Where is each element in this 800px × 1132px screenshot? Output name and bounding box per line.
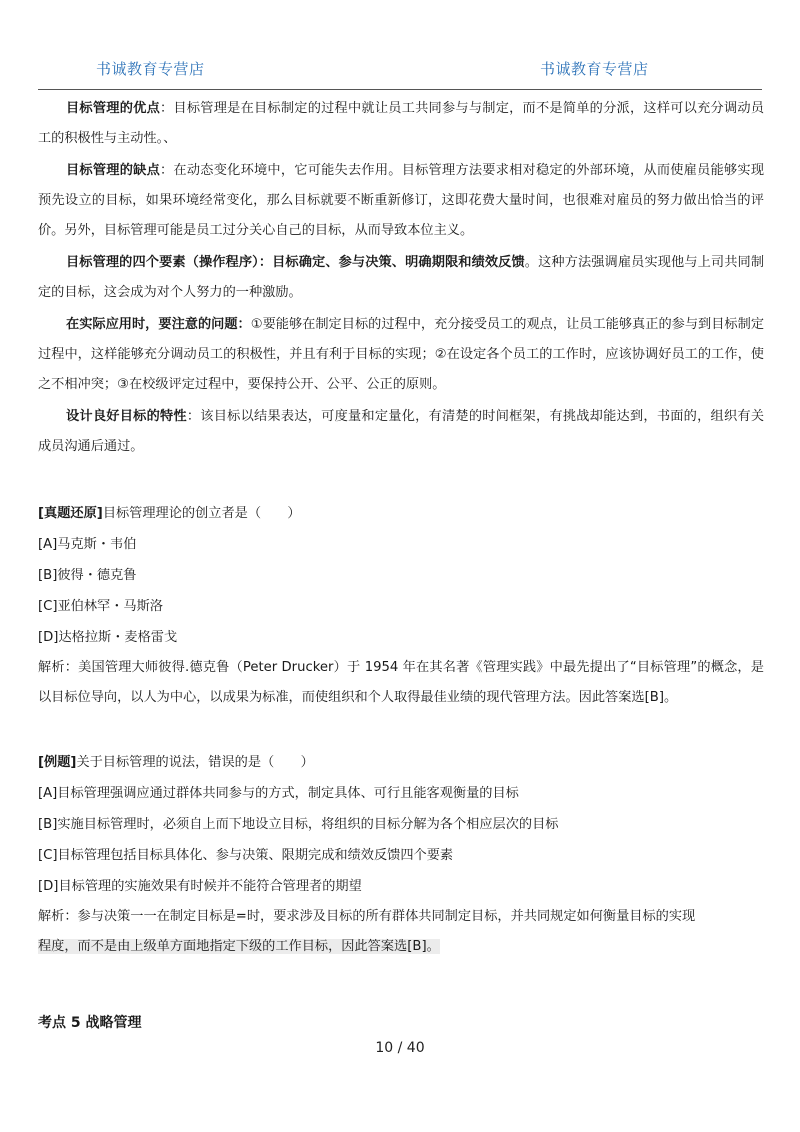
option-b: [B]彼得・德克鲁 (38, 568, 137, 583)
paragraph-label: 目标管理的优点 (66, 101, 160, 116)
answer-explanation-line-2 (38, 932, 764, 962)
paragraph-text: ：该目标以结果表达，可度量和定量化，有清楚的时间框架，有挑战却能达到，书面的，组织有关成员沟通后通过。 (38, 409, 765, 454)
question-stem (38, 747, 764, 778)
option-d: [D]达格拉斯・麦格雷戈 (38, 630, 178, 645)
answer-explanation: 解析：美国管理大师彼得.德克鲁（Peter Drucker）于 1954 年在其名著《管理实践》中最先提出了“目标管理”的概念，是以目标位导向，以人为中心，以成果为标准，而使组织和个人取得最佳业绩的现代管理方法。因此答案选[B]。 (38, 660, 764, 705)
header-divider (38, 89, 762, 90)
question-block-2 (38, 747, 764, 962)
shop-name-left: 书诚教育专营店 (96, 60, 205, 78)
paragraph-text: ：在动态变化环境中，它可能失去作用。目标管理方法要求相对稳定的外部环境，从而使雇员能够实现预先设立的目标，如果环境经常变化，那么目标就要不断重新修订，这即花费大量时间，也很难对雇员的努力做出恰当的评价。另外，目标管理可能是员工过分关心自己的目标，从而导致本位主义。 (38, 163, 765, 238)
paragraph-text: ：目标管理是在目标制定的过程中就让员工共同参与与制定，而不是简单的分派，这样可以充分调动员工的积极性与主动性。、 (38, 101, 765, 146)
paragraph-label: 设计良好目标的特性 (66, 409, 187, 424)
paragraph-disadvantages (38, 156, 764, 246)
question-text: 关于目标管理的说法，错误的是（ ） (76, 755, 314, 770)
paragraph-label: 在实际应用时，要注意的问题： (66, 317, 251, 332)
option-c: [C]亚伯林罕・马斯洛 (38, 599, 163, 614)
question-text: 目标管理理论的创立者是（ ） (102, 506, 301, 521)
answer-explanation-line-1: 解析：参与决策一一在制定目标是=时，要求涉及目标的所有群体共同制定目标，并共同规定如何衡量目标的实现 (38, 909, 696, 924)
shop-name-right: 书诚教育专营店 (540, 60, 649, 78)
highlighted-text: 程度，而不是由上级单方面地指定下级的工作目标，因此答案选[B]。 (38, 939, 440, 954)
page-number: 10 / 40 (375, 1040, 425, 1056)
paragraph-label: 目标管理的四个要素（操作程序）：目标确定、参与决策、明确期限和绩效反馈 (66, 255, 525, 270)
option-c: [C]目标管理包括目标具体化、参与决策、限期完成和绩效反馈四个要素 (38, 848, 454, 863)
spacer (38, 713, 764, 747)
option-d: [D]目标管理的实施效果有时候并不能符合管理者的期望 (38, 879, 362, 894)
paragraph-label: 目标管理的缺点 (66, 163, 160, 178)
page-header (0, 0, 800, 92)
paragraph-text: 。这种方法强调雇员实现他与上司共同制定的目标，这会成为对个人努力的一种激励。 (38, 255, 765, 300)
question-stem (38, 498, 764, 529)
paragraph-four-elements (38, 248, 764, 308)
paragraph-good-goal-traits (38, 402, 764, 462)
document-body (38, 94, 764, 962)
paragraph-advantages (38, 94, 764, 154)
option-a: [A]目标管理强调应通过群体共同参与的方式，制定具体、可行且能客观衡量的目标 (38, 786, 519, 801)
question-tag: [真题还原] (38, 506, 103, 521)
question-block-1 (38, 498, 764, 713)
paragraph-application-notes (38, 310, 764, 400)
question-tag: [例题] (38, 755, 77, 770)
paragraph-text: ①要能够在制定目标的过程中，充分接受员工的观点，让员工能够真正的参与到目标制定过程中，这样能够充分调动员工的积极性，并且有利于目标的实现；②在设定各个员工的工作时，应该协调好员工的工作，使之不相冲突；③在校级评定过程中，要保持公开、公平、公正的原则。 (38, 317, 765, 392)
spacer (38, 464, 764, 498)
option-a: [A]马克斯・韦伯 (38, 537, 137, 552)
option-b: [B]实施目标管理时，必须自上而下地设立目标，将组织的目标分解为各个相应层次的目标 (38, 817, 559, 832)
section-heading: 考点 5 战略管理 (38, 1015, 142, 1031)
